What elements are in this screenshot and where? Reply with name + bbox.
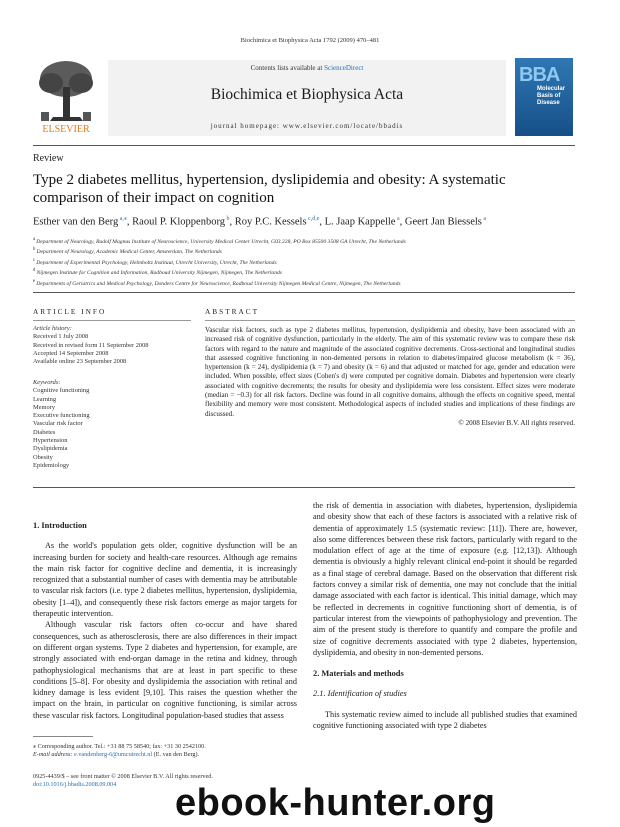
article-history [33,325,193,366]
abstract-rule [205,320,575,321]
keyword-item: Hypertension [33,437,68,445]
author-list [33,215,583,228]
body-rule [33,487,575,488]
contents-line [108,64,506,72]
methods-heading: 2. Materials and methods [313,669,404,679]
abstract-body [205,326,575,428]
keyword-item: Cognitive functioning [33,387,90,395]
article-title: Type 2 diabetes mellitus, hypertension, dyslipidemia and obesity: A systematic comparison of their impact on cognition [33,172,506,206]
header-rule [33,145,575,146]
email-label: E-mail address: [33,750,73,758]
footnote-contact: ⁎ Corresponding author. Tel.: +31 88 75 58540; fax: +31 30 2542100. [33,743,206,750]
affiliation-marker: d [33,268,37,274]
elsevier-wordmark: ELSEVIER [42,124,90,135]
affiliation-item [33,257,583,267]
corresponding-author-footnote [33,743,303,758]
elsevier-tree-icon [33,57,100,137]
author-name: Raoul P. Kloppenborg [132,216,226,228]
journal-citation: Biochimica et Biophysica Acta 1792 (2009) 470–481 [240,37,380,44]
history-item: Received 1 July 2008 [33,333,89,341]
affiliation-text: Department of Experimental Psychology, Helmholtz Instituut, Utrecht University, Utrecht, The Netherlands [36,259,277,266]
article-info-heading: ARTICLE INFO [33,307,107,316]
affiliation-text: Nijmegen Institute for Cognition and Information, Radboud University Nijmegen, Nijmegen, The Netherlands [36,270,282,277]
intro-paragraph-continued: the risk of dementia in association with diabetes, hypertension, dyslipidemia and obesity show that each of these factors is associated with a relative risk of dementia of approximately 1.5 (systematic review: [11]). There are, however, also some differences between these risk factors, particularly with regard to the modulation effect of age at the time of exposure (e.g. [12,13]). Although dementia is obviously a highly relevant clinical end-point it should be regarded as a final stage of cerebral damage. Based on the observation that different risk factors convey a similar risk of dementia, one may not conclude that the initial damage associated with each factor is identical. This initial damage, which may be reflected in decrements in cognitive functioning short of dementia, is of particular interest from the viewpoints of pathophysiology and prevention. The aim of the present study is therefore to quantify and compare the profile and size of cognitive decrements associated with type 2 diabetes, hypertension, dyslipidemia, and obesity in non-demented persons. [313,501,577,657]
history-label: Article history: [33,325,72,332]
author-affiliation-marker[interactable]: c,d,e [306,216,320,222]
affiliation-marker: b [33,247,37,253]
author-affiliation-marker[interactable]: a [395,216,400,222]
introduction-heading: 1. Introduction [33,521,87,530]
methods-subheading: 2.1. Identification of studies [313,689,407,699]
section-type: Review [33,153,64,164]
issn-line: 0925-4439/$ – see front matter © 2008 Elsevier B.V. All rights reserved. [33,773,213,780]
keyword-item: Diabetes [33,428,56,436]
keywords-label: Keywords: [33,379,61,386]
footnote-email-line [33,751,303,759]
doi-link[interactable]: doi:10.1016/j.bbadis.2008.09.004 [33,780,117,788]
cover-bba: BBA [519,64,560,86]
history-list [33,333,193,366]
intro-paragraph: Although vascular risk factors often co-occur and have shared consequences, such as atherosclerosis, there are also differences in their impact on different organ systems. Type 2 diabetes and hypertension, for example, are strongly associated with end-organ damage in the retina and kidney, through pathophysiological mechanisms that are at least in part specific to these conditions [5–8]. For obesity and dyslipidemia the association with retinal and kidney damage is less evident [9,10]. This raises the question whether the impact on the brain, in particular on cognitive functioning, is similar across these vascular risk factors. Longitudinal population-based studies that assess [33,620,297,720]
affiliation-list [33,236,583,288]
author-name: Esther van den Berg [33,216,119,228]
affiliation-item [33,236,583,246]
keyword-item: Obesity [33,453,53,461]
keyword-item: Learning [33,395,57,403]
elsevier-logo [33,57,100,137]
sciencedirect-link[interactable]: ScienceDirect [324,64,364,72]
abstract-copyright: © 2008 Elsevier B.V. All rights reserved. [458,418,575,427]
author-separator: , [126,216,133,228]
keyword-item: Executive functioning [33,412,90,420]
keyword-item: Dyslipidemia [33,445,68,453]
journal-title: Biochimica et Biophysica Acta [210,86,404,103]
author-name: L. Jaap Kappelle [324,216,396,228]
author-separator: , [399,216,405,228]
author-separator: , [319,216,325,228]
keyword-item: Epidemiology [33,461,70,469]
affiliation-text: Departments of Geriatrics and Medical Psychology, Donders Centre for Neuroscience, Radboud University Nijmegen Medical Centre, Nijmegen, The Netherlands [36,280,401,287]
keywords-block [33,379,193,470]
cover-subtitle: Molecular Basis of Disease [537,86,566,106]
methods-paragraph: This systematic review aimed to include all published studies that examined cognitive functioning associated with type 2 diabetes [313,709,577,731]
keyword-list [33,387,193,470]
history-item: Accepted 14 September 2008 [33,349,109,357]
contents-prefix: Contents lists available at [250,64,325,72]
section-rule [33,292,575,293]
keyword-item: Vascular risk factor [33,420,83,428]
body-column-left [33,520,297,721]
affiliation-marker: a [33,237,37,242]
history-item: Available online 23 September 2008 [33,358,127,366]
affiliation-text: Department of Neurology, Rudolf Magnus Institute of Neuroscience, University Medical Center Utrecht, G03.228, PO Box 85500 3508 GA Utrecht, The Netherlands [36,238,406,245]
author-name: Geert Jan Biessels [404,216,482,228]
affiliation-marker: e [33,278,37,284]
intro-paragraph: As the world's population gets older, cognitive dysfunction will be an increasing burden for society and health-care resources. Although age remains the main risk factor for cognitive decline and dementia, it is increasingly recognized that a substantial number of cases with dementia may be attributable to vascular risk factors (i.e. type 2 diabetes mellitus, hypertension, dyslipidemia, obesity [1–4]), and consequently these risk factors emerge as major targets for therapeutic intervention. [33,541,297,619]
abstract-heading: ABSTRACT [205,307,260,316]
author-affiliation-marker[interactable]: b [225,216,230,222]
body-column-right [313,500,577,731]
author-separator: , [229,216,235,228]
author-name: Roy P.C. Kessels [234,216,307,228]
affiliation-marker: c [33,257,37,263]
affiliation-item [33,246,583,256]
watermark: ebook-hunter.org [175,782,496,824]
affiliation-item [33,278,583,288]
author-affiliation-marker[interactable]: a,⁎ [118,216,127,222]
affiliation-item [33,267,583,277]
journal-homepage[interactable]: journal homepage: www.elsevier.com/locate/bbadis [210,122,404,130]
author-affiliation-marker[interactable]: a [481,216,487,222]
email-link[interactable]: e.vandenberg-6@umcutrecht.nl [74,750,153,758]
history-item: Received in revised form 11 September 2008 [33,341,149,349]
affiliation-text: Department of Neurology, Academic Medical Center, Amsterdam, The Netherlands [36,249,222,256]
journal-cover [515,58,573,136]
footnote-rule [33,736,93,737]
keyword-item: Memory [33,403,56,411]
abstract-text: Vascular risk factors, such as type 2 diabetes mellitus, hypertension, dyslipidemia and obesity, have been associated with an increased risk of cognitive dysfunction, particularly in the elderly. The aim of this systematic review was to compare these risk factors with regard to the nature and magnitude of the associated cognitive decrements. Cross-sectional and longitudinal studies that assessed cognitive functioning in non-demented persons in relation to diabetes/impaired glucose metabolism (k = 36), hypertension (k = 24), dyslipidemia (k = 7) and obesity (k = 6) and that adjusted or matched for age, gender and education were included. When possible, effect sizes (Cohen's d) were computed per cognitive domain. Diabetes and hypertension were clearly associated with cognitive decrements; the results for obesity and dyslipidemia were less consistent. Effect sizes were moderate (median = −0.3) for all risk factors. Decline was found in all cognitive domains, although the effects on cognitive speed, mental flexibility and memory were most consistent. Methodological aspects of included studies and implications of these findings are discussed. [205,326,575,418]
article-info-rule [33,320,191,321]
email-suffix: (E. van den Berg). [153,750,200,758]
